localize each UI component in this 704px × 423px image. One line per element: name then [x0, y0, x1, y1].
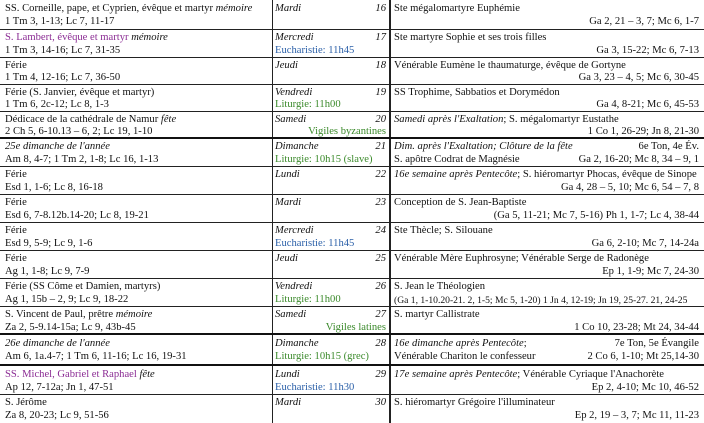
west-feast: S. Vincent de Paul, prêtre mémoire: [5, 309, 153, 320]
calendar-row: [0, 395, 704, 423]
day-number: 22: [375, 169, 386, 180]
west-readings: Ag 1, 15b – 2, 9; Lc 9, 18-22: [5, 294, 129, 305]
west-feast: Dédicace de la cathédrale de Namur fête: [5, 114, 177, 125]
east-feast: Vénérable Mère Euphrosyne; Vénérable Serge de Radonège: [394, 253, 649, 264]
day-number: 19: [375, 87, 386, 98]
day-number: 20: [375, 114, 386, 125]
weekday: Mercredi: [275, 225, 314, 236]
east-feast: 16e semaine après Pentecôte; S. hiéromartyr Phocas, évêque de Sinope: [394, 169, 697, 180]
east-readings: (Ga 1, 1-10.20-21. 2, 1-5; Mc 5, 1-20) 1 Jn 4, 12-19; Jn 19, 25-27. 21, 24-25: [394, 295, 688, 306]
west-readings: Ap 12, 7-12a; Jn 1, 47-51: [5, 382, 114, 393]
east-readings: Ep 2, 19 – 3, 7; Mc 11, 11-23: [574, 410, 699, 421]
calendar-row: [0, 251, 704, 279]
west-readings: 1 Tm 3, 14-16; Lc 7, 31-35: [5, 45, 121, 56]
west-readings: Ag 1, 1-8; Lc 9, 7-9: [5, 266, 90, 277]
weekday: Lundi: [275, 169, 300, 180]
west-feast: SS. Corneille, pape, et Cyprien, évêque et martyr mémoire: [5, 3, 253, 14]
west-feast: S. Jérôme: [5, 397, 47, 408]
east-readings: 2 Co 6, 1-10; Mt 25,14-30: [587, 351, 699, 362]
west-feast: Férie: [5, 253, 27, 264]
west-feast: Férie: [5, 60, 27, 71]
calendar-row: [0, 223, 704, 251]
west-feast: Férie: [5, 169, 27, 180]
day-number: 26: [375, 281, 386, 292]
east-readings: (Ga 5, 11-21; Mc 7, 5-16) Ph 1, 1-7; Lc 4, 38-44: [493, 210, 699, 221]
east-readings: Ga 3, 23 – 4, 5; Mc 6, 30-45: [578, 72, 699, 83]
weekday: Vendredi: [275, 87, 313, 98]
calendar-row: [0, 335, 704, 366]
calendar-row: [0, 30, 704, 58]
service-note: Liturgie: 10h15 (slave): [275, 154, 373, 165]
calendar-row: [0, 112, 704, 139]
day-number: 24: [375, 225, 386, 236]
east-feast: S. martyr Callistrate: [394, 309, 480, 320]
weekday: Jeudi: [275, 253, 298, 264]
weekday: Dimanche: [275, 338, 319, 349]
west-readings: 1 Tm 6, 2c-12; Lc 8, 1-3: [5, 99, 109, 110]
west-feast: Férie (SS Côme et Damien, martyrs): [5, 281, 161, 292]
west-feast: Férie: [5, 225, 27, 236]
east-feast: Conception de S. Jean-Baptiste: [394, 197, 527, 208]
east-commemoration: Vénérable Chariton le confesseur: [394, 351, 536, 362]
day-number: 30: [375, 397, 386, 408]
west-readings: Esd 9, 5-9; Lc 9, 1-6: [5, 238, 93, 249]
west-feast: Férie: [5, 197, 27, 208]
east-readings: Ga 3, 15-22; Mc 6, 7-13: [596, 45, 699, 56]
calendar-row: [0, 167, 704, 195]
service-note: Eucharistie: 11h30: [275, 382, 355, 393]
east-readings: Ep 2, 4-10; Mc 10, 46-52: [591, 382, 699, 393]
west-feast: 25e dimanche de l'année: [5, 141, 110, 152]
east-feast: SS Trophime, Sabbatios et Dorymédon: [394, 87, 560, 98]
east-readings: Ga 6, 2-10; Mc 7, 14-24a: [591, 238, 699, 249]
service-note: Liturgie: 11h00: [275, 294, 341, 305]
weekday: Lundi: [275, 369, 300, 380]
west-readings: 1 Tm 4, 12-16; Lc 7, 36-50: [5, 72, 121, 83]
day-number: 27: [375, 309, 386, 320]
day-number: 25: [375, 253, 386, 264]
east-feast: S. Jean le Théologien: [394, 281, 486, 292]
west-readings: Am 6, 1a.4-7; 1 Tm 6, 11-16; Lc 16, 19-31: [5, 351, 187, 362]
weekday: Mercredi: [275, 32, 314, 43]
day-number: 18: [375, 60, 386, 71]
west-readings: Esd 1, 1-6; Lc 8, 16-18: [5, 182, 103, 193]
weekday: Dimanche: [275, 141, 319, 152]
service-note: Vigiles byzantines: [308, 126, 386, 137]
east-feast: Dim. après l'Exaltation; Clôture de la fête: [394, 141, 573, 152]
west-readings: Esd 6, 7-8.12b.14-20; Lc 8, 19-21: [5, 210, 149, 221]
day-number: 23: [375, 197, 386, 208]
west-readings: 2 Ch 5, 6-10.13 – 6, 2; Lc 19, 1-10: [5, 126, 153, 137]
calendar-row: [0, 0, 704, 30]
day-number: 16: [375, 3, 386, 14]
calendar-row: [0, 58, 704, 85]
east-feast: Samedi après l'Exaltation; S. mégalomartyr Eustathe: [394, 114, 619, 125]
service-note: Liturgie: 10h15 (grec): [275, 351, 369, 362]
west-readings: 1 Tm 3, 1-13; Lc 7, 11-17: [5, 16, 115, 27]
weekday: Mardi: [275, 397, 302, 408]
weekday: Jeudi: [275, 60, 298, 71]
west-readings: Am 8, 4-7; 1 Tm 2, 1-8; Lc 16, 1-13: [5, 154, 159, 165]
east-readings: Ga 4, 8-21; Mc 6, 45-53: [596, 99, 699, 110]
calendar-row: [0, 279, 704, 307]
weekday: Samedi: [275, 114, 307, 125]
east-readings: Ep 1, 1-9; Mc 7, 24-30: [602, 266, 699, 277]
east-feast: 17e semaine après Pentecôte; Vénérable Cyriaque l'Anachorète: [394, 369, 664, 380]
west-feast: SS. Michel, Gabriel et Raphael fête: [5, 369, 155, 380]
day-number: 29: [375, 369, 386, 380]
calendar-row: [0, 366, 704, 395]
east-commemoration: S. apôtre Codrat de Magnésie: [394, 154, 520, 165]
calendar-row: [0, 195, 704, 223]
west-feast: Férie (S. Janvier, évêque et martyr): [5, 87, 155, 98]
east-feast: 16e dimanche après Pentecôte;: [394, 338, 527, 349]
service-note: Liturgie: 11h00: [275, 99, 341, 110]
calendar-row: [0, 139, 704, 167]
east-feast: Ste martyre Sophie et ses trois filles: [394, 32, 547, 43]
west-feast: S. Lambert, évêque et martyr mémoire: [5, 32, 168, 43]
east-feast: Vénérable Eumène le thaumaturge, évêque de Gortyne: [394, 60, 626, 71]
east-feast: Ste mégalomartyre Euphémie: [394, 3, 520, 14]
service-note: Eucharistie: 11h45: [275, 238, 355, 249]
service-note: Eucharistie: 11h45: [275, 45, 355, 56]
east-readings: 1 Co 1, 26-29; Jn 8, 21-30: [587, 126, 699, 137]
tone-gospel: 7e Ton, 5e Évangile: [614, 338, 699, 349]
east-feast: Ste Thècle; S. Silouane: [394, 225, 493, 236]
west-feast: 26e dimanche de l'année: [5, 338, 110, 349]
day-number: 17: [375, 32, 386, 43]
calendar-row: [0, 307, 704, 335]
weekday: Mardi: [275, 197, 302, 208]
east-readings: 1 Co 10, 23-28; Mt 24, 34-44: [574, 322, 699, 333]
tone-gospel: 6e Ton, 4e Év.: [638, 141, 699, 152]
day-number: 21: [375, 141, 386, 152]
calendar-row: [0, 85, 704, 112]
weekday: Samedi: [275, 309, 307, 320]
day-number: 28: [375, 338, 386, 349]
east-readings: Ga 2, 21 – 3, 7; Mc 6, 1-7: [589, 16, 699, 27]
service-note: Vigiles latines: [325, 322, 386, 333]
weekday: Vendredi: [275, 281, 313, 292]
west-readings: Za 8, 20-23; Lc 9, 51-56: [5, 410, 109, 421]
east-readings: Ga 2, 16-20; Mc 8, 34 – 9, 1: [578, 154, 699, 165]
west-readings: Za 2, 5-9.14-15a; Lc 9, 43b-45: [5, 322, 136, 333]
east-readings: Ga 4, 28 – 5, 10; Mc 6, 54 – 7, 8: [560, 182, 699, 193]
east-feast: S. hiéromartyr Grégoire l'illuminateur: [394, 397, 555, 408]
weekday: Mardi: [275, 3, 302, 14]
